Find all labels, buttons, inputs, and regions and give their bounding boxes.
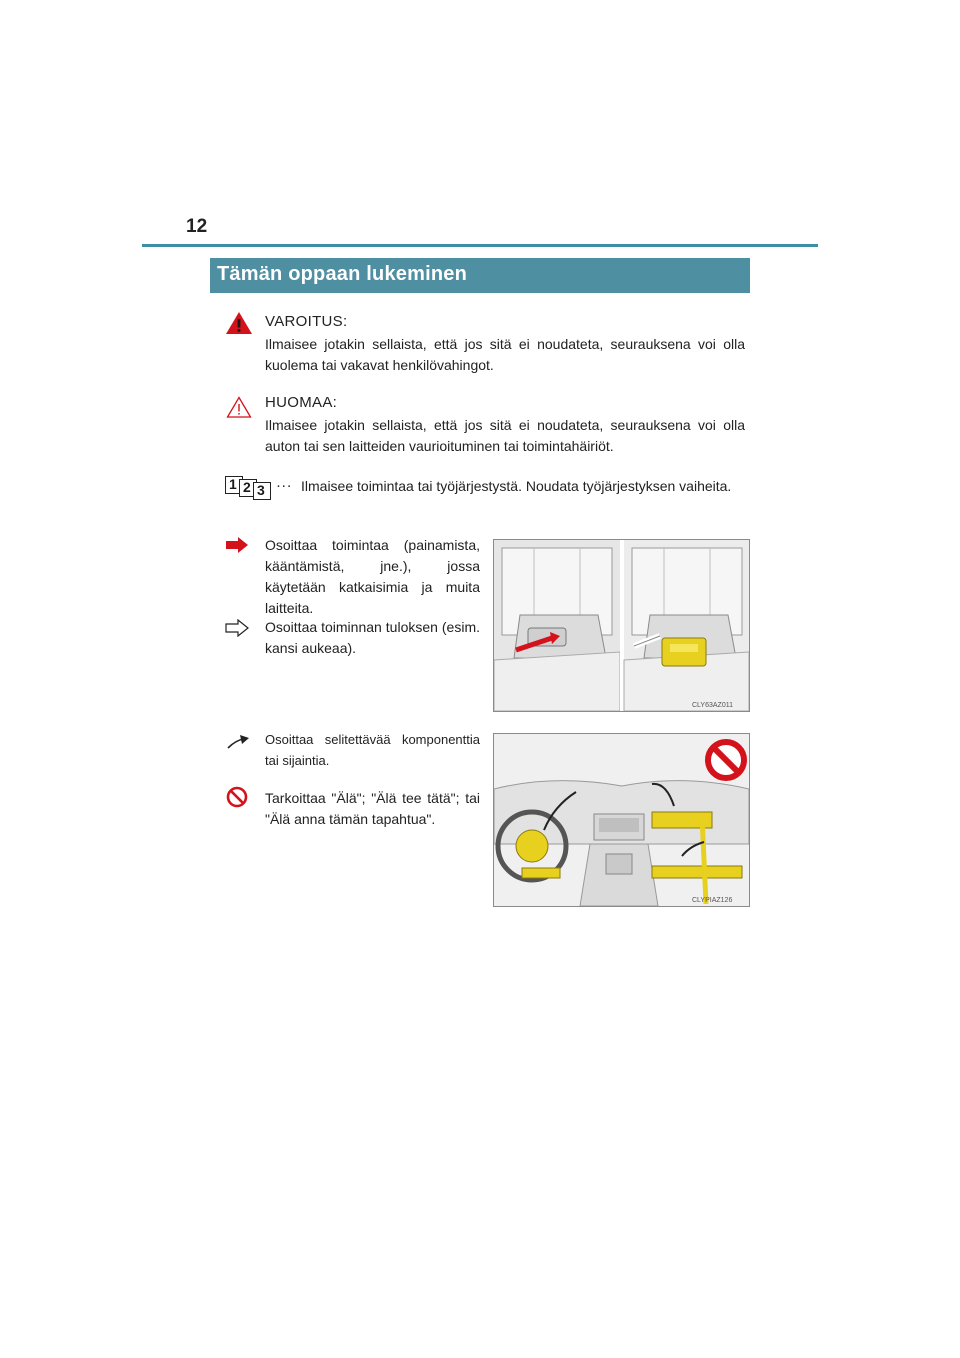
result-legend-text: Osoittaa toiminnan tuloksen (esim. kansi aukeaa). bbox=[265, 619, 480, 656]
step-badges bbox=[225, 476, 275, 498]
prohibited-legend-text: Tarkoittaa "Älä"; "Älä tee tätä"; tai "Älä anna tämän tapahtua". bbox=[265, 790, 480, 827]
action-arrow-icon bbox=[225, 537, 249, 553]
section-title: Tämän oppaan lukeminen bbox=[217, 263, 468, 285]
component-legend-text: Osoittaa selitettävää komponenttia tai sijaintia. bbox=[265, 732, 480, 768]
dashboard-illustration bbox=[493, 733, 750, 907]
step-badge-1-label: 1 bbox=[229, 476, 237, 492]
steps-text: Ilmaisee toimintaa tai työjärjestystä. Noudata työjärjestyksen vaiheita. bbox=[301, 478, 732, 494]
warning-text: Ilmaisee jotakin sellaista, että jos sitä ei noudateta, seurauksena voi olla kuolema tai vakavat henkilövahingot. bbox=[265, 336, 745, 373]
header-rule bbox=[142, 244, 818, 247]
notice-text: Ilmaisee jotakin sellaista, että jos sitä ei noudateta, seurauksena voi olla auton tai sen laitteiden vaurioituminen tai toimintahäiriöt. bbox=[265, 417, 745, 454]
notice-title: HUOMAA: bbox=[265, 394, 338, 411]
component-pointer-icon bbox=[226, 734, 250, 750]
section-header bbox=[210, 258, 750, 293]
result-arrow-icon bbox=[225, 619, 249, 637]
caution-icon bbox=[226, 396, 252, 418]
warning-title: VAROITUS: bbox=[265, 313, 348, 330]
action-legend-text: Osoittaa toimintaa (painamista, kääntämistä, jne.), jossa käytetään katkaisimia ja muita laitteita. bbox=[265, 537, 480, 616]
step-dots: ··· bbox=[276, 477, 292, 494]
warning-icon bbox=[225, 311, 253, 335]
prohibited-icon bbox=[226, 786, 248, 808]
page-number: 12 bbox=[186, 216, 208, 237]
seat-illustration bbox=[493, 539, 750, 712]
dash-image-code: CLYPIAZ126 bbox=[692, 897, 733, 904]
step-badge-3-label: 3 bbox=[257, 482, 265, 498]
step-badge-2-label: 2 bbox=[243, 479, 251, 495]
seat-image-code: CLY63AZ011 bbox=[692, 702, 733, 709]
